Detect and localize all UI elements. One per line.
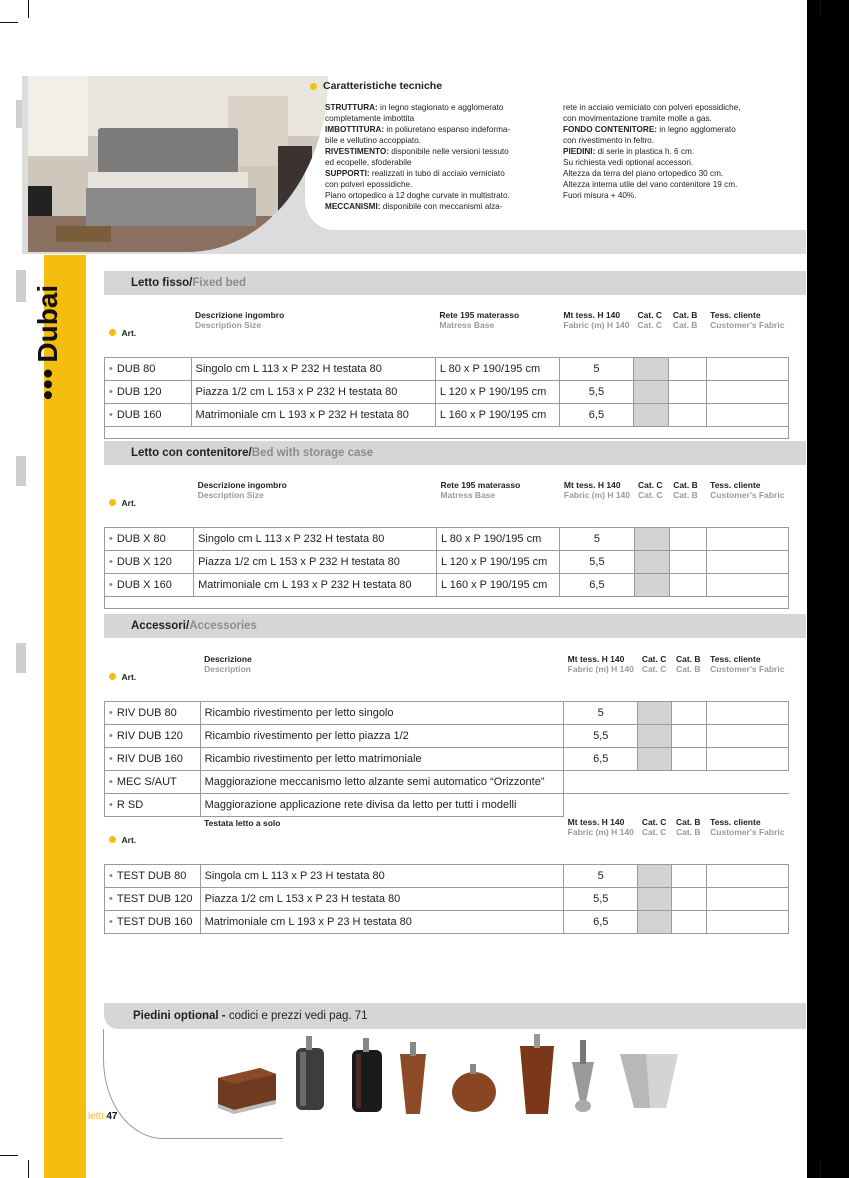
cell-mt: 6,5 bbox=[564, 747, 638, 770]
cell-catc bbox=[634, 403, 669, 426]
cell-catc bbox=[638, 864, 672, 887]
cell-tess bbox=[706, 747, 788, 770]
table-row bbox=[105, 887, 789, 910]
table-row bbox=[105, 380, 789, 403]
tech-text: in legno agglomerato bbox=[657, 125, 736, 134]
cell-desc: Maggiorazione applicazione rete divisa da letto per tutti i modelli bbox=[200, 793, 564, 816]
cell-art: • DUB X 120 bbox=[105, 550, 194, 573]
tech-label: IMBOTTITURA: bbox=[325, 125, 385, 134]
table-row bbox=[105, 357, 789, 380]
index-tab bbox=[16, 456, 26, 486]
series-name: Dubai bbox=[32, 284, 63, 363]
cell-art: • RIV DUB 160 bbox=[105, 747, 201, 770]
cell-tess bbox=[706, 403, 788, 426]
tech-column-1 bbox=[325, 102, 555, 212]
cell-desc: Maggiorazione meccanismo letto alzante semi automatico “Orizzonte” bbox=[200, 770, 564, 793]
tech-line bbox=[325, 168, 555, 179]
col-art: Art. bbox=[105, 479, 194, 527]
cell-desc: Singolo cm L 113 x P 232 H testata 80 bbox=[191, 357, 435, 380]
cell-catc bbox=[638, 724, 672, 747]
tech-line bbox=[563, 113, 803, 124]
tech-text: disponibile nelle versioni tessuto bbox=[389, 147, 509, 156]
tech-label: PIEDINI: bbox=[563, 147, 596, 156]
cell-art: • DUB 160 bbox=[105, 403, 192, 426]
tech-title bbox=[310, 80, 442, 92]
cell-catb bbox=[672, 910, 706, 933]
cell-rete: L 80 x P 190/195 cm bbox=[435, 357, 559, 380]
tech-line bbox=[325, 201, 555, 212]
tech-text: ed ecopelle, sfoderabile bbox=[325, 158, 412, 167]
cell-rete: L 120 x P 190/195 cm bbox=[435, 380, 559, 403]
table-row bbox=[105, 403, 789, 426]
cell-tess bbox=[706, 573, 788, 596]
cell-desc: Matrimoniale cm L 193 x P 232 H testata 80 bbox=[194, 573, 437, 596]
tech-line bbox=[563, 146, 803, 157]
col-tess: Tess. cliente Customer's Fabric bbox=[706, 479, 788, 527]
cell-art: • TEST DUB 80 bbox=[105, 864, 201, 887]
col-mt: Mt tess. H 140 Fabric (m) H 140 bbox=[564, 816, 638, 864]
table-subheader bbox=[105, 816, 789, 864]
cell-tess bbox=[706, 701, 788, 724]
col-mt: Mt tess. H 140 Fabric (m) H 140 bbox=[564, 653, 638, 701]
tech-text: disponibile con meccanismi alza- bbox=[380, 202, 503, 211]
col-catc: Cat. C Cat. C bbox=[634, 309, 669, 357]
cell-catb bbox=[672, 887, 706, 910]
tech-line bbox=[325, 179, 555, 190]
tech-text: con rivestimento in feltro. bbox=[563, 136, 655, 145]
table-row bbox=[105, 910, 789, 933]
cell-catb bbox=[669, 357, 706, 380]
cell-rete: L 120 x P 190/195 cm bbox=[436, 550, 559, 573]
cell-mt: 5,5 bbox=[559, 380, 633, 403]
col-desc: Descrizione ingombro Description Size bbox=[191, 309, 435, 357]
tech-line bbox=[325, 190, 555, 201]
title-dots: ••• bbox=[32, 367, 63, 400]
cell-tess bbox=[706, 380, 788, 403]
tech-line bbox=[325, 157, 555, 168]
right-edge-bar bbox=[807, 0, 849, 1178]
cell-tess bbox=[706, 910, 788, 933]
cell-desc: Singola cm L 113 x P 23 H testata 80 bbox=[200, 864, 564, 887]
storage-bed-table bbox=[104, 479, 789, 597]
col-mt: Mt tess. H 140 Fabric (m) H 140 bbox=[559, 309, 633, 357]
tech-text: Piano ortopedico a 12 doghe curvate in multistrato. bbox=[325, 191, 510, 200]
cell-empty bbox=[564, 793, 789, 816]
tech-column-2 bbox=[563, 102, 803, 201]
index-tab bbox=[16, 270, 26, 302]
tech-line bbox=[563, 168, 803, 179]
cell-mt: 5 bbox=[564, 864, 638, 887]
col-tess: Tess. cliente Customer's Fabric bbox=[706, 816, 788, 864]
tech-text: Altezza da terra del piano ortopedico 30 cm. bbox=[563, 169, 724, 178]
col-art: Art. bbox=[105, 816, 201, 864]
cell-art: • DUB X 160 bbox=[105, 573, 194, 596]
cell-mt: 6,5 bbox=[560, 573, 634, 596]
cell-art: • RIV DUB 80 bbox=[105, 701, 201, 724]
col-art: Art. bbox=[105, 653, 201, 701]
cell-art: • R SD bbox=[105, 793, 201, 816]
col-tess: Tess. cliente Customer's Fabric bbox=[706, 653, 788, 701]
cell-mt: 5 bbox=[560, 527, 634, 550]
cell-tess bbox=[706, 550, 788, 573]
table-footer-space bbox=[104, 595, 789, 609]
cell-mt: 5,5 bbox=[564, 724, 638, 747]
foot-black-cylinder bbox=[352, 1038, 382, 1112]
cell-desc: Piazza 1/2 cm L 153 x P 232 H testata 80 bbox=[194, 550, 437, 573]
cell-catb bbox=[672, 747, 706, 770]
cell-desc: Ricambio rivestimento per letto piazza 1/2 bbox=[200, 724, 564, 747]
section-title-accessories: Accessori/Accessories bbox=[131, 620, 257, 632]
tech-label: FONDO CONTENITORE: bbox=[563, 125, 658, 134]
cell-catc bbox=[638, 701, 672, 724]
tech-line bbox=[563, 190, 803, 201]
cell-desc: Piazza 1/2 cm L 153 x P 23 H testata 80 bbox=[200, 887, 564, 910]
foot-metal-cylinder bbox=[296, 1036, 324, 1110]
cell-rete: L 80 x P 190/195 cm bbox=[436, 527, 559, 550]
foot-steel-plate bbox=[620, 1054, 678, 1108]
crop-mark bbox=[28, 1160, 29, 1178]
col-rete: Rete 195 materasso Matress Base bbox=[435, 309, 559, 357]
cell-art: • MEC S/AUT bbox=[105, 770, 201, 793]
table-header bbox=[105, 479, 789, 527]
cell-catc bbox=[638, 910, 672, 933]
cell-desc: Piazza 1/2 cm L 153 x P 232 H testata 80 bbox=[191, 380, 435, 403]
table-row bbox=[105, 747, 789, 770]
tech-text: Su richiesta vedi optional accessori. bbox=[563, 158, 694, 167]
cell-catb bbox=[672, 864, 706, 887]
cell-art: • RIV DUB 120 bbox=[105, 724, 201, 747]
col-catc: Cat. C Cat. C bbox=[638, 653, 672, 701]
cell-catc bbox=[634, 550, 669, 573]
cell-catc bbox=[634, 357, 669, 380]
cell-catb bbox=[669, 527, 706, 550]
tech-text: Fuori misura + 40%. bbox=[563, 191, 637, 200]
cell-desc: Ricambio rivestimento per letto matrimoniale bbox=[200, 747, 564, 770]
crop-mark bbox=[28, 0, 29, 18]
table-row bbox=[105, 864, 789, 887]
section-title-fixed: Letto fisso/Fixed bed bbox=[131, 277, 247, 289]
tech-line bbox=[325, 135, 555, 146]
tech-text: realizzati in tubo di acciaio verniciato bbox=[369, 169, 505, 178]
col-catc: Cat. C Cat. C bbox=[638, 816, 672, 864]
optional-feet-images bbox=[210, 1030, 690, 1120]
tech-line bbox=[563, 102, 803, 113]
cell-catb bbox=[669, 380, 706, 403]
crop-mark bbox=[820, 0, 821, 18]
tech-text: di serie in plastica h. 6 cm. bbox=[595, 147, 695, 156]
cell-mt: 5,5 bbox=[560, 550, 634, 573]
foot-square-wood bbox=[520, 1034, 554, 1114]
tech-text: con movimentazione tramite molle a gas. bbox=[563, 114, 712, 123]
cell-art: • TEST DUB 160 bbox=[105, 910, 201, 933]
table-row bbox=[105, 770, 789, 793]
cell-desc: Singolo cm L 113 x P 232 H testata 80 bbox=[194, 527, 437, 550]
tech-text: in legno stagionato e agglomerato bbox=[377, 103, 504, 112]
foot-ball-wood bbox=[452, 1064, 496, 1112]
section-title-storage: Letto con contenitore/Bed with storage case bbox=[131, 447, 374, 459]
tech-text: rete in acciaio verniciato con polveri epossidiche, bbox=[563, 103, 741, 112]
col-catc: Cat. C Cat. C bbox=[634, 479, 669, 527]
cell-catc bbox=[638, 887, 672, 910]
cell-tess bbox=[706, 864, 788, 887]
cell-rete: L 160 x P 190/195 cm bbox=[436, 573, 559, 596]
tech-label: SUPPORTI: bbox=[325, 169, 370, 178]
cell-tess bbox=[706, 887, 788, 910]
cell-desc: Ricambio rivestimento per letto singolo bbox=[200, 701, 564, 724]
table-row bbox=[105, 793, 789, 816]
cell-art: • DUB 80 bbox=[105, 357, 192, 380]
col-catb: Cat. B Cat. B bbox=[672, 653, 706, 701]
cell-mt: 5,5 bbox=[564, 887, 638, 910]
table-header bbox=[105, 653, 789, 701]
tech-line bbox=[563, 179, 803, 190]
crop-mark bbox=[820, 1160, 821, 1178]
tech-line bbox=[325, 146, 555, 157]
cell-catc bbox=[634, 380, 669, 403]
cell-art: • DUB 120 bbox=[105, 380, 192, 403]
cell-catc bbox=[638, 747, 672, 770]
cell-catb bbox=[672, 724, 706, 747]
col-art: Art. bbox=[105, 309, 192, 357]
table-footer-space bbox=[104, 425, 789, 439]
cell-catb bbox=[669, 403, 706, 426]
tech-label: STRUTTURA: bbox=[325, 103, 378, 112]
tech-title-text: Caratteristiche tecniche bbox=[323, 80, 443, 92]
tech-line bbox=[563, 157, 803, 168]
col-desc: Descrizione Description bbox=[200, 653, 564, 701]
tech-line bbox=[325, 113, 555, 124]
tech-text: con polveri epossidiche. bbox=[325, 180, 413, 189]
cell-catc bbox=[634, 527, 669, 550]
cell-empty bbox=[564, 770, 789, 793]
cell-catc bbox=[634, 573, 669, 596]
crop-mark bbox=[0, 1155, 18, 1156]
table-row bbox=[105, 701, 789, 724]
foot-tapered-wood bbox=[400, 1042, 426, 1114]
fixed-bed-table bbox=[104, 309, 789, 427]
page-number: letti 47 bbox=[88, 1111, 118, 1122]
cell-tess bbox=[706, 357, 788, 380]
col-catb: Cat. B Cat. B bbox=[672, 816, 706, 864]
cell-tess bbox=[706, 527, 788, 550]
table-row bbox=[105, 527, 789, 550]
tech-line bbox=[325, 124, 555, 135]
tech-line bbox=[563, 124, 803, 135]
tech-text: Altezza interna utile del vano contenitore 19 cm. bbox=[563, 180, 738, 189]
foot-block bbox=[218, 1068, 276, 1114]
tech-label: MECCANISMI: bbox=[325, 202, 381, 211]
cell-tess bbox=[706, 724, 788, 747]
table-row bbox=[105, 724, 789, 747]
cell-catb bbox=[669, 550, 706, 573]
cell-desc: Matrimoniale cm L 193 x P 23 H testata 80 bbox=[200, 910, 564, 933]
table-row bbox=[105, 550, 789, 573]
cell-catb bbox=[669, 573, 706, 596]
col-mt: Mt tess. H 140 Fabric (m) H 140 bbox=[560, 479, 634, 527]
bullet-dot bbox=[310, 83, 317, 90]
tech-text: in poliuretano espanso indeforma- bbox=[384, 125, 511, 134]
table-row bbox=[105, 573, 789, 596]
tech-line bbox=[325, 102, 555, 113]
tech-text: bile e vellutino accoppiato. bbox=[325, 136, 422, 145]
col-tess: Tess. cliente Customer's Fabric bbox=[706, 309, 788, 357]
index-tab bbox=[16, 643, 26, 673]
cell-art: • DUB X 80 bbox=[105, 527, 194, 550]
cell-mt: 6,5 bbox=[559, 403, 633, 426]
col-catb: Cat. B Cat. B bbox=[669, 479, 706, 527]
col-rete: Rete 195 materasso Matress Base bbox=[436, 479, 559, 527]
cell-rete: L 160 x P 190/195 cm bbox=[435, 403, 559, 426]
piedini-text: Piedini optional - codici e prezzi vedi pag. 71 bbox=[133, 1010, 368, 1022]
series-title bbox=[28, 284, 68, 400]
tech-label: RIVESTIMENTO: bbox=[325, 147, 389, 156]
cell-mt: 5 bbox=[559, 357, 633, 380]
table-header bbox=[105, 309, 789, 357]
col-catb: Cat. B Cat. B bbox=[669, 309, 706, 357]
col-desc: Descrizione ingombro Description Size bbox=[194, 479, 437, 527]
foot-chrome-cone bbox=[572, 1040, 594, 1112]
tech-text: completamente imbottita bbox=[325, 114, 415, 123]
cell-desc: Matrimoniale cm L 193 x P 232 H testata 80 bbox=[191, 403, 435, 426]
col-testata: Testata letto a solo bbox=[200, 816, 564, 864]
cell-mt: 6,5 bbox=[564, 910, 638, 933]
cell-mt: 5 bbox=[564, 701, 638, 724]
cell-art: • TEST DUB 120 bbox=[105, 887, 201, 910]
cell-catb bbox=[672, 701, 706, 724]
tech-line bbox=[563, 135, 803, 146]
crop-mark bbox=[0, 22, 18, 23]
accessories-table bbox=[104, 653, 789, 934]
